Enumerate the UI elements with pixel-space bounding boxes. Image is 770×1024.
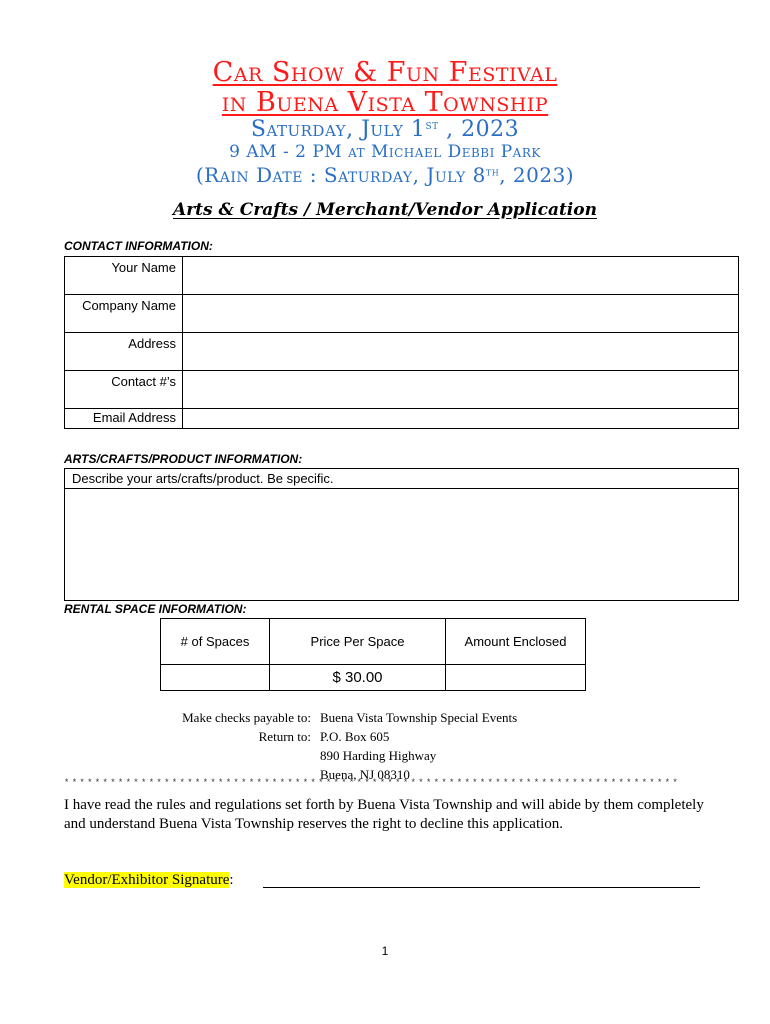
rental-table bbox=[160, 618, 586, 691]
price-value: $ 30.00 bbox=[270, 665, 446, 691]
payable-label: Make checks payable to: bbox=[182, 710, 311, 725]
rain-date: (Rain Date : Saturday, July 8th, 2023) bbox=[195, 163, 575, 187]
address-input[interactable] bbox=[183, 333, 739, 371]
product-prompt: Describe your arts/crafts/product. Be specific. bbox=[65, 469, 739, 489]
payable-value: Buena Vista Township Special Events bbox=[320, 710, 518, 725]
payment-info bbox=[0, 708, 770, 784]
contact-row-address bbox=[65, 333, 739, 371]
page-number: 1 bbox=[381, 944, 389, 958]
rental-section-label: RENTAL SPACE INFORMATION: bbox=[64, 602, 247, 616]
signature-input[interactable] bbox=[263, 887, 700, 888]
product-description-input[interactable] bbox=[65, 489, 739, 601]
amount-input[interactable] bbox=[446, 665, 586, 691]
separator-line: ******************************************************************************** bbox=[64, 778, 681, 788]
phone-input[interactable] bbox=[183, 371, 739, 409]
address-line-2: 890 Harding Highway bbox=[320, 748, 437, 763]
contact-row-name bbox=[65, 257, 739, 295]
signature-colon: : bbox=[229, 872, 234, 888]
contact-row-phone bbox=[65, 371, 739, 409]
event-date: Saturday, July 1st , 2023 bbox=[250, 117, 520, 142]
product-section-label: ARTS/CRAFTS/PRODUCT INFORMATION: bbox=[64, 452, 303, 466]
field-label-phone: Contact #’s bbox=[65, 371, 183, 409]
contact-row-email bbox=[65, 409, 739, 429]
product-table bbox=[64, 468, 739, 601]
contact-section-label: CONTACT INFORMATION: bbox=[64, 239, 213, 253]
address-line-3: Buena, NJ 08310 bbox=[320, 767, 410, 782]
address-line-1: P.O. Box 605 bbox=[320, 729, 390, 744]
event-title-line-1: Car Show & Fun Festival bbox=[212, 57, 558, 88]
email-input[interactable] bbox=[183, 409, 739, 429]
contact-row-company bbox=[65, 295, 739, 333]
event-title-line-2: in Buena Vista Township bbox=[221, 87, 549, 118]
field-label-address: Address bbox=[65, 333, 183, 371]
price-header: Price Per Space bbox=[270, 619, 446, 665]
company-input[interactable] bbox=[183, 295, 739, 333]
rules-agreement-text: I have read the rules and regulations set forth by Buena Vista Township and will abide by them completely and understand Buena Vista Township reserves the right to decline this application. bbox=[64, 797, 704, 832]
spaces-header: # of Spaces bbox=[161, 619, 270, 665]
contact-table bbox=[64, 256, 739, 429]
field-label-company: Company Name bbox=[65, 295, 183, 333]
event-time-place: 9 AM - 2 PM at Michael Debbi Park bbox=[229, 142, 541, 162]
amount-header: Amount Enclosed bbox=[446, 619, 586, 665]
field-label-email: Email Address bbox=[65, 409, 183, 429]
spaces-input[interactable] bbox=[161, 665, 270, 691]
field-label-name: Your Name bbox=[65, 257, 183, 295]
signature-label: Vendor/Exhibitor Signature bbox=[64, 872, 230, 888]
name-input[interactable] bbox=[183, 257, 739, 295]
application-title: Arts & Crafts / Merchant/Vendor Application bbox=[173, 200, 597, 220]
return-label: Return to: bbox=[258, 729, 311, 744]
signature-block bbox=[64, 872, 234, 889]
